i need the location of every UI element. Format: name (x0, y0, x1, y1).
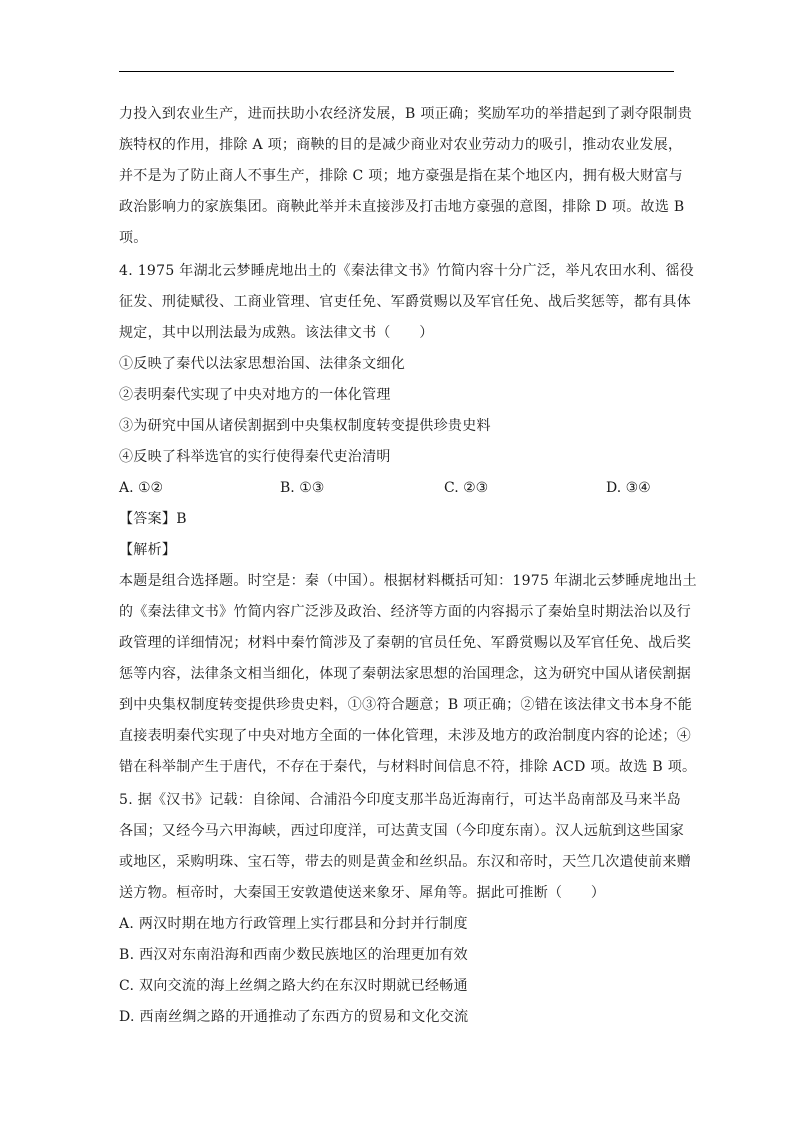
option-c[interactable]: C. ②③ (444, 480, 489, 496)
question-4-stem: 规定，其中以刑法最为成熟。该法律文书（ ） (119, 325, 434, 341)
analysis-line: 族特权的作用，排除 A 项；商鞅的目的是减少商业对农业劳动力的吸引，推动农业发展， (119, 137, 683, 153)
statement-4: ④反映了科举选官的实行使得秦代吏治清明 (119, 449, 391, 465)
question-5-stem: 或地区，采购明珠、宝石等，带去的则是黄金和丝织品。东汉和帝时，天竺几次遣使前来赠 (119, 854, 691, 870)
analysis-line: 项。 (119, 230, 148, 246)
answer-label: 【答案】B (119, 511, 187, 527)
header-rule (119, 71, 674, 72)
option-b[interactable]: B. ①③ (280, 480, 325, 496)
option-a[interactable]: A. ①② (119, 480, 164, 496)
analysis-line: 政管理的详细情况；材料中秦竹简涉及了秦朝的官员任免、军爵赏赐以及军官任免、战后奖 (119, 635, 691, 651)
statement-3: ③为研究中国从诸侯割据到中央集权制度转变提供珍贵史料 (119, 418, 491, 434)
question-4-stem: 4. 1975 年湖北云梦睡虎地出土的《秦法律文书》竹简内容十分广泛，举凡农田水利、徭役 (119, 263, 695, 279)
option-b[interactable]: B. 西汉对东南沿海和西南少数民族地区的治理更加有效 (119, 947, 468, 963)
analysis-line: 的《秦法律文书》竹简内容广泛涉及政治、经济等方面的内容揭示了秦始皇时期法治以及行 (119, 604, 691, 620)
question-5-stem: 各国；又经今马六甲海峡，西过印度洋，可达黄支国（今印度东南）。汉人远航到这些国家 (119, 823, 684, 839)
analysis-line: 并不是为了防止商人不事生产，排除 C 项；地方豪强是指在某个地区内，拥有极大财富与 (119, 168, 683, 184)
analysis-line: 错在科举制产生于唐代，不存在于秦代，与材料时间信息不符，排除 ACD 项。故选 B 项。 (119, 759, 697, 775)
question-5-stem: 送方物。桓帝时，大秦国王安敦遣使送来象牙、犀角等。据此可推断（ ） (119, 885, 606, 901)
analysis-line: 本题是组合选择题。时空是：秦（中国）。根据材料概括可知：1975 年湖北云梦睡虎地出土 (119, 573, 697, 589)
option-d[interactable]: D. ③④ (606, 480, 651, 496)
option-d[interactable]: D. 西南丝绸之路的开通推动了东西方的贸易和文化交流 (119, 1009, 469, 1025)
analysis-line: 力投入到农业生产，进而扶助小农经济发展，B 项正确；奖励军功的举措起到了剥夺限制贵 (119, 106, 693, 122)
statement-1: ①反映了秦代以法家思想治国、法律条文细化 (119, 356, 405, 372)
question-4-options (119, 479, 679, 497)
statement-2: ②表明秦代实现了中央对地方的一体化管理 (119, 387, 391, 403)
analysis-line: 到中央集权制度转变提供珍贵史料，①③符合题意；B 项正确；②错在该法律文书本身不能 (119, 697, 693, 713)
analysis-label: 【解析】 (119, 542, 177, 558)
option-a[interactable]: A. 两汉时期在地方行政管理上实行郡县和分封并行制度 (119, 916, 468, 932)
question-5-stem: 5. 据《汉书》记载：自徐闻、合浦沿今印度支那半岛近海南行，可达半岛南部及马来半岛 (119, 792, 682, 808)
analysis-line: 惩等内容，法律条文相当细化，体现了秦朝法家思想的治国理念，这为研究中国从诸侯割据 (119, 666, 691, 682)
option-c[interactable]: C. 双向交流的海上丝绸之路大约在东汉时期就已经畅通 (119, 978, 468, 994)
question-4-stem: 征发、刑徒赋役、工商业管理、官吏任免、军爵赏赐以及军官任免、战后奖惩等，都有具体 (119, 294, 691, 310)
analysis-line: 直接表明秦代实现了中央对地方全面的一体化管理，未涉及地方的政治制度内容的论述；④ (119, 728, 691, 744)
analysis-line: 政治影响力的家族集团。商鞅此举并未直接涉及打击地方豪强的意图，排除 D 项。故选 B (119, 199, 685, 215)
